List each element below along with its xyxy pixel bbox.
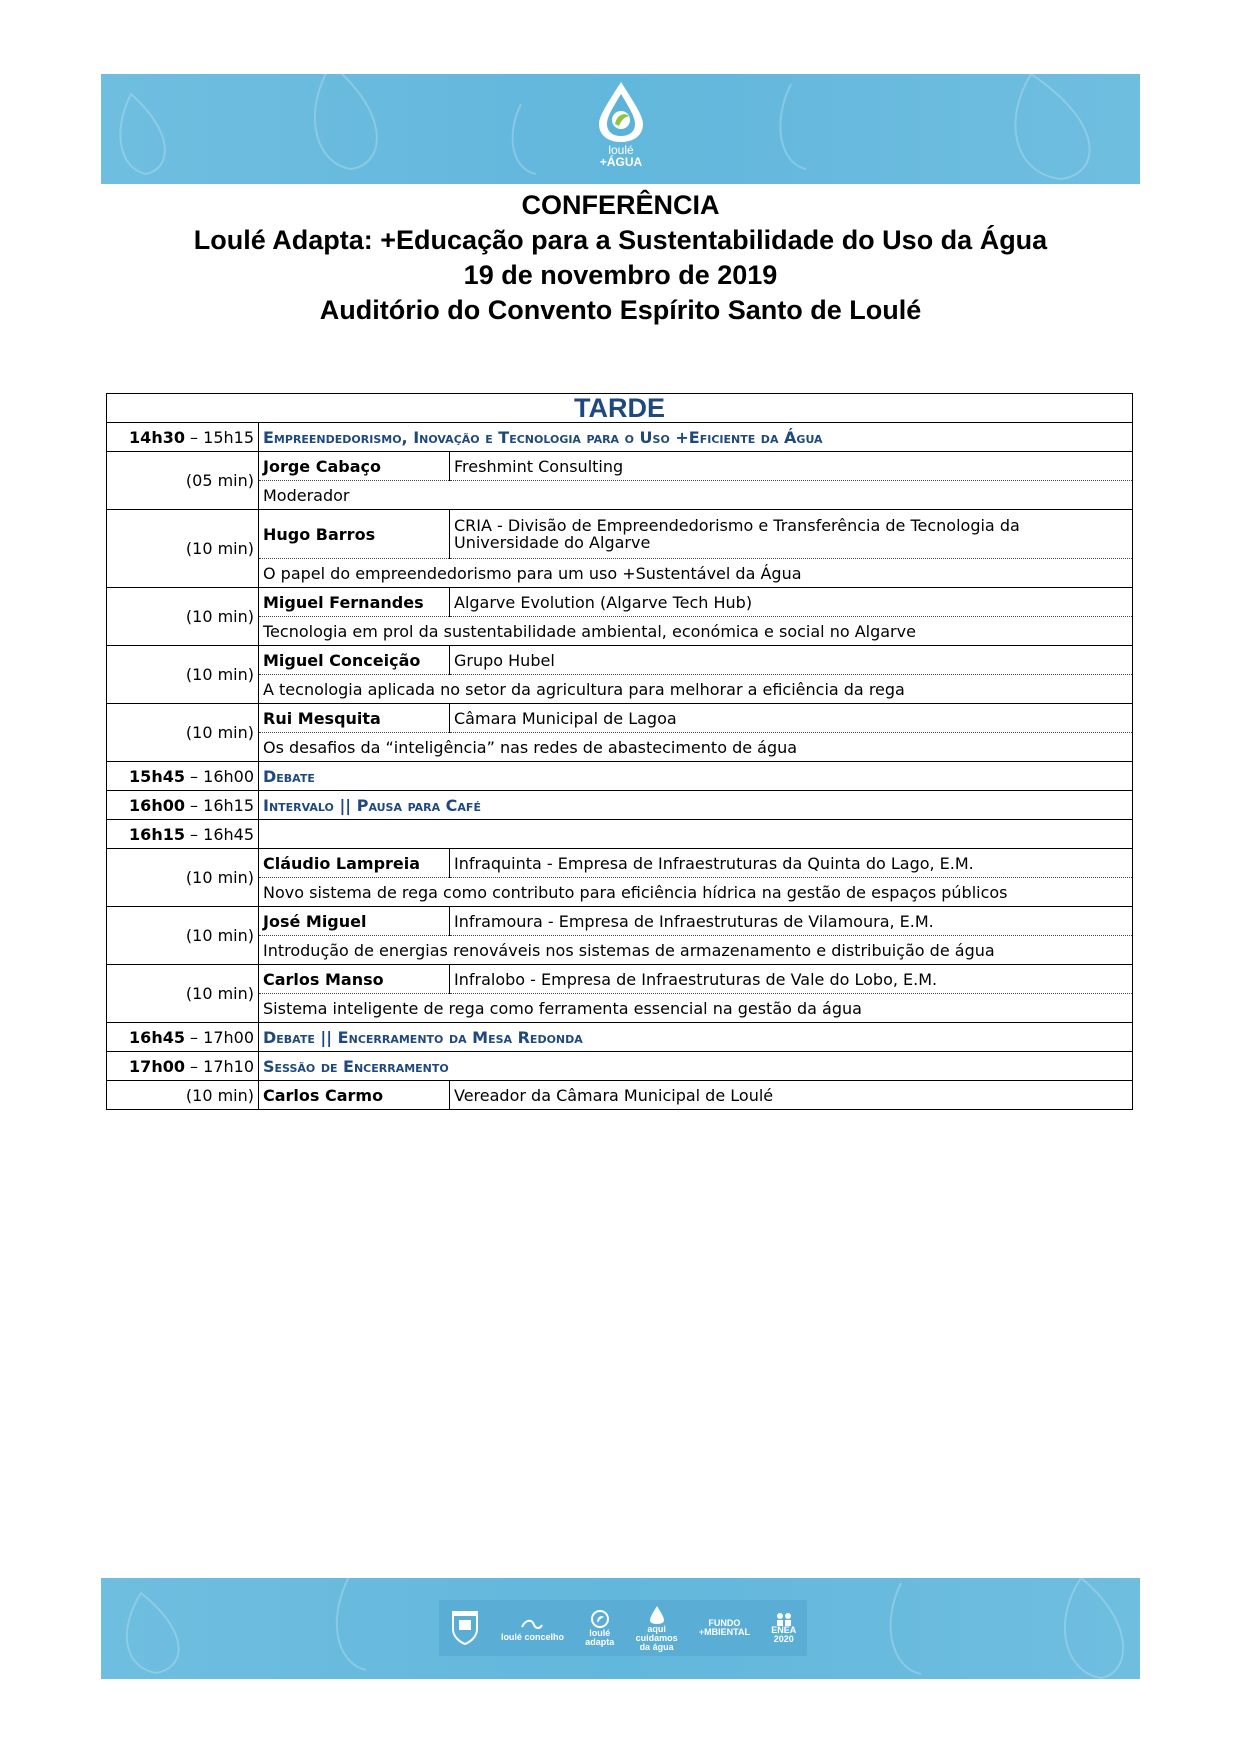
speaker-org: Freshmint Consulting [450, 452, 1133, 481]
speaker-name: Jorge Cabaço [259, 452, 450, 481]
time-end: – 16h00 [184, 766, 254, 786]
time-end: – 16h15 [184, 795, 254, 815]
table-row [107, 1081, 1133, 1110]
time-end: – 17h00 [184, 1027, 254, 1047]
talk-description: Tecnologia em prol da sustentabilidade ambiental, económica e social no Algarve [259, 617, 1133, 646]
speaker-org: Inframoura - Empresa de Infraestruturas de Vilamoura, E.M. [450, 907, 1133, 936]
time-cell [107, 820, 259, 849]
logo-label: cuidamos [635, 1632, 678, 1643]
table-row [107, 675, 1133, 704]
duration-cell: (05 min) [107, 452, 259, 510]
speaker-name: Miguel Fernandes [259, 588, 450, 617]
logo-label: loulé concelho [500, 1631, 564, 1642]
speaker-name: Miguel Conceição [259, 646, 450, 675]
speaker-name: Cláudio Lampreia [259, 849, 450, 878]
water-drop-icon [649, 1605, 665, 1625]
duration-cell: (10 min) [107, 1081, 259, 1110]
duration-cell: (10 min) [107, 965, 259, 1023]
loule-adapta-logo [585, 1609, 614, 1647]
duration-cell: (10 min) [107, 849, 259, 907]
table-row [107, 481, 1133, 510]
table-header-row [107, 394, 1133, 423]
table-row [107, 994, 1133, 1023]
time-start: 16h00 [129, 795, 185, 815]
speaker-name: José Miguel [259, 907, 450, 936]
speaker-name: Carlos Manso [259, 965, 450, 994]
table-row [107, 849, 1133, 878]
loule-concelho-logo [501, 1615, 564, 1642]
wave-icon [520, 1615, 544, 1633]
header-banner [101, 74, 1140, 184]
speaker-org: Algarve Evolution (Algarve Tech Hub) [450, 588, 1133, 617]
talk-description: O papel do empreendedorismo para um uso +Sustentável da Água [259, 559, 1133, 588]
time-cell [107, 423, 259, 452]
title-line1: CONFERÊNCIA [521, 190, 720, 220]
logo-label: FUNDO [708, 1618, 741, 1628]
duration-cell: (10 min) [107, 646, 259, 704]
speaker-name: Hugo Barros [259, 510, 450, 559]
time-cell [107, 791, 259, 820]
table-row [107, 733, 1133, 762]
duration-cell: (10 min) [107, 704, 259, 762]
table-row [107, 762, 1133, 791]
speaker-org: Infraquinta - Empresa de Infraestruturas da Quinta do Lago, E.M. [450, 849, 1133, 878]
talk-description: Novo sistema de rega como contributo para eficiência hídrica na gestão de espaços públicos [259, 878, 1133, 907]
session-title: Sessão de Encerramento [259, 1052, 1133, 1081]
talk-description: Os desafios da “inteligência” nas redes de abastecimento de água [259, 733, 1133, 762]
aqui-cuidamos-logo [636, 1605, 678, 1652]
time-start: 14h30 [129, 427, 185, 447]
table-row [107, 1052, 1133, 1081]
speaker-org: Vereador da Câmara Municipal de Loulé [450, 1081, 1133, 1110]
table-row [107, 646, 1133, 675]
duration-cell: (10 min) [107, 907, 259, 965]
logo-label: da água [639, 1641, 674, 1652]
time-start: 15h45 [129, 766, 185, 786]
programme-table [106, 393, 1133, 1110]
title-line2: Loulé Adapta: +Educação para a Sustentabilidade do Uso da Água [193, 225, 1048, 255]
speaker-org: Infralobo - Empresa de Infraestruturas de Vale do Lobo, E.M. [450, 965, 1133, 994]
logo-label: ENEA [771, 1625, 797, 1635]
talk-description: Moderador [259, 481, 1133, 510]
table-row [107, 965, 1133, 994]
table-row [107, 510, 1133, 559]
time-end: – 16h45 [184, 824, 254, 844]
table-row [107, 1023, 1133, 1052]
partner-logos [439, 1600, 807, 1656]
table-row [107, 617, 1133, 646]
talk-description: A tecnologia aplicada no setor da agricultura para melhorar a eficiência da rega [259, 675, 1133, 704]
table-row [107, 820, 1133, 849]
table-row [107, 452, 1133, 481]
time-end: – 17h10 [184, 1056, 254, 1076]
table-row [107, 791, 1133, 820]
time-cell [107, 1023, 259, 1052]
leaf-drop-icon [590, 1609, 610, 1629]
duration-cell: (10 min) [107, 588, 259, 646]
loule-agua-logo [590, 80, 652, 180]
speaker-org: CRIA - Divisão de Empreendedorismo e Transferência de Tecnologia da Universidade do Algarve [450, 510, 1133, 559]
talk-description: Sistema inteligente de rega como ferramenta essencial na gestão da água [259, 994, 1133, 1023]
time-cell [107, 1052, 259, 1081]
water-drop-icon [595, 80, 647, 144]
time-end: – 15h15 [184, 427, 254, 447]
talk-description: Introdução de energias renováveis nos sistemas de armazenamento e distribuição de água [259, 936, 1133, 965]
logo-label: aqui [647, 1623, 666, 1634]
speaker-name: Carlos Carmo [259, 1081, 450, 1110]
logo-text [590, 144, 652, 168]
logo-label: +MBIENTAL [698, 1627, 750, 1637]
table-row [107, 936, 1133, 965]
footer-banner [101, 1578, 1140, 1679]
title-line4: Auditório do Convento Espírito Santo de Loulé [319, 295, 922, 325]
crest-icon [450, 1611, 480, 1645]
speaker-org: Grupo Hubel [450, 646, 1133, 675]
title-line3: 19 de novembro de 2019 [463, 260, 778, 290]
conference-title [101, 188, 1140, 328]
people-icon [775, 1612, 793, 1626]
session-title [259, 820, 1133, 849]
table-row [107, 907, 1133, 936]
table-row [107, 878, 1133, 907]
time-cell [107, 762, 259, 791]
logo-line1: loulé [608, 143, 634, 157]
duration-cell: (10 min) [107, 510, 259, 588]
speaker-name: Rui Mesquita [259, 704, 450, 733]
time-start: 17h00 [129, 1056, 185, 1076]
municipality-crest-logo [450, 1611, 480, 1645]
time-start: 16h45 [129, 1027, 185, 1047]
table-header: TARDE [107, 394, 1133, 423]
session-title: Intervalo || Pausa para Café [259, 791, 1133, 820]
table-row [107, 423, 1133, 452]
session-title: Empreendedorismo, Inovação e Tecnologia para o Uso +Eficiente da Água [259, 423, 1133, 452]
table-row [107, 704, 1133, 733]
session-title: Debate || Encerramento da Mesa Redonda [259, 1023, 1133, 1052]
logo-label: 2020 [773, 1634, 794, 1644]
enea-2020-logo [771, 1612, 796, 1644]
speaker-org: Câmara Municipal de Lagoa [450, 704, 1133, 733]
table-row [107, 559, 1133, 588]
table-row [107, 588, 1133, 617]
time-start: 16h15 [129, 824, 185, 844]
logo-line2: +ÁGUA [599, 155, 643, 169]
session-title: Debate [259, 762, 1133, 791]
logo-label: loulé [589, 1628, 611, 1638]
fundo-ambiental-logo [699, 1619, 750, 1637]
logo-label: adapta [585, 1637, 615, 1647]
